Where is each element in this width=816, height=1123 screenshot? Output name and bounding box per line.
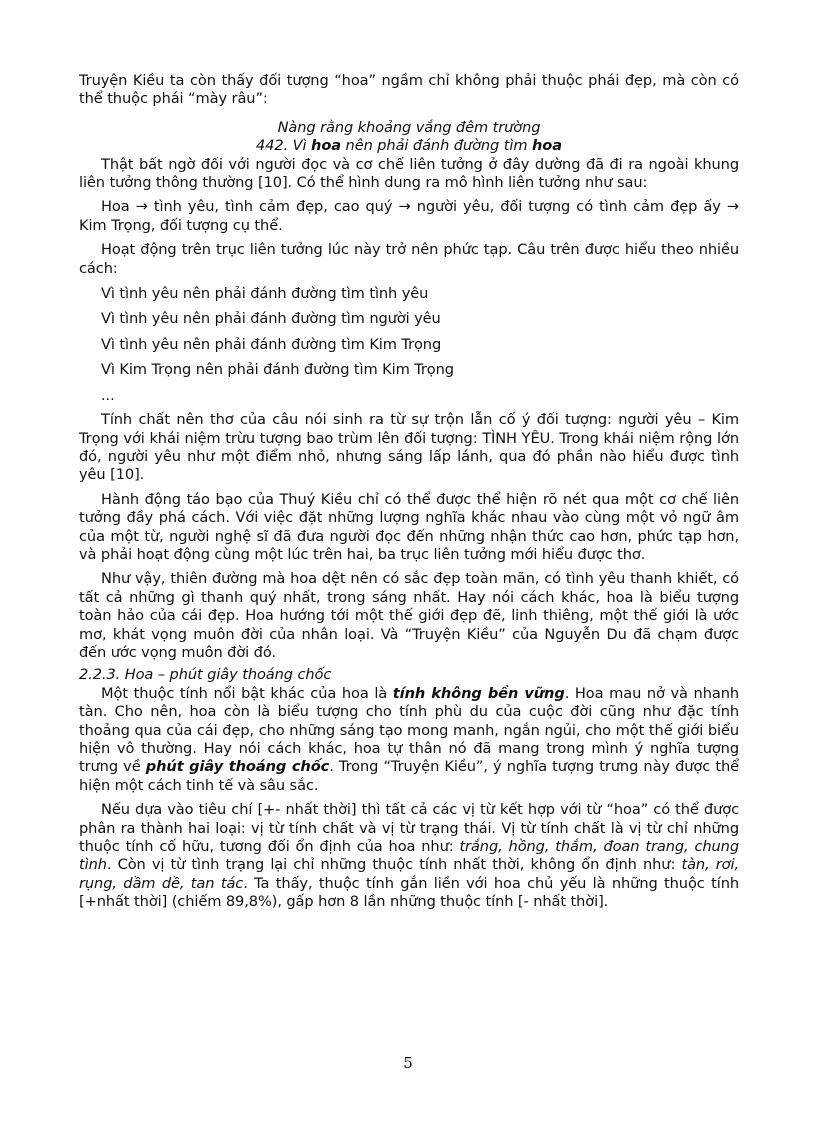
interpretation-item-3: Vì tình yêu nên phải đánh đường tìm Kim Trọng <box>101 335 442 353</box>
paragraph-predicates <box>79 801 739 911</box>
paragraph-association: Thật bất ngờ đối với người đọc và cơ chế liên tưởng ở đây dường đã đi ra ngoài khung liên tưởng thông thường [10]. Có thể hình dung ra mô hình liên tưởng như sau: <box>79 155 739 192</box>
paragraph-paradise: Như vậy, thiên đường mà hoa dệt nên có sắc đẹp toàn mãn, có tình yêu thanh khiết, có tất cả những gì thanh quý nhất, trong sáng nhất. Hay nói cách khác, hoa là biểu tượng toàn hảo của cái đẹp. Hoa hướng tới một thế giới đẹp đẽ, linh thiêng, một thế giới là ước mơ, khát vọng muôn đời của nhân loại. Và “Truyện Kiều” của Nguyễn Du đã chạm được đến ước vọng muôn đời đó. <box>79 570 739 661</box>
document-page <box>79 72 739 912</box>
p8-text-2: . Hoa mau nở và nhanh tàn. Cho nên, hoa còn là biểu tượng cho tính phù du của cuộc đời cũng như đặc tính thoảng qua của cái đẹp, cho những sáng tạo mong manh, ngắn ngủi, cho một thế giới biểu hiện vô thường. Hay nói cách khác, hoa tự thân nó đã mang trong mình ý nghĩa tượng trưng về <box>79 684 739 776</box>
page-number: 5 <box>403 1054 413 1072</box>
p9-italic-1: trắng, hồng, thắm, đoan trang, chung tình <box>79 838 739 874</box>
verse-emphasis-hoa-2: hoa <box>532 137 562 155</box>
paragraph-impermanence <box>79 685 739 795</box>
p9-text-1: Nếu dựa vào tiêu chí [+- nhất thời] thì tất cả các vị từ kết hợp với từ “hoa” có thể được phân ra thành hai loại: vị từ tính chất và vị từ trạng thái. Vị từ tính chất là vị từ chỉ những thuộc tính cố hữu, tương đối ổn định của hoa như: <box>79 801 739 856</box>
paragraph-interpretations: Hoạt động trên trục liên tưởng lúc này trở nên phức tạp. Câu trên được hiểu theo nhiều cách: <box>79 241 739 277</box>
interpretation-item-4: Vì Kim Trọng nên phải đánh đường tìm Kim Trọng <box>101 361 454 379</box>
section-heading: 2.2.3. Hoa – phút giây thoáng chốc <box>79 666 332 684</box>
paragraph-intro: Truyện Kiều ta còn thấy đối tượng “hoa” ngầm chỉ không phải thuộc phái đẹp, mà còn có thể thuộc phái “mày râu”: <box>79 72 739 108</box>
paragraph-kieu-action: Hành động táo bạo của Thuý Kiều chỉ có thể được thể hiện rõ nét qua một cơ chế liên tưởng đầy phá cách. Với việc đặt những lượng nghĩa khác nhau vào cùng một vỏ ngữ âm của một từ, người nghệ sĩ đã đưa người đọc đến những nhận thức cao hơn, phức tạp hơn, và phải hoạt động cùng một lúc trên hai, ba trục liên tưởng mới hiểu được thơ. <box>79 490 739 563</box>
p8-text-3: . Trong “Truyện Kiều”, ý nghĩa tượng trưng này được thể hiện một cách tinh tế và sâu sắc. <box>79 758 740 794</box>
verse-block <box>79 119 739 156</box>
paragraph-poetic-nature: Tính chất nên thơ của câu nói sinh ra từ sự trộn lẫn cố ý đối tượng: người yêu – Kim Trọng với khái niệm trừu tượng bao trùm lên đối tượng: TÌNH YÊU. Trong khái niệm rộng lớn đó, người yêu như một điểm nhỏ, nhưng sáng lấp lánh, qua đó phần nào hiểu được tình yêu [10]. <box>79 411 739 484</box>
verse-emphasis-hoa-1: hoa <box>311 137 342 155</box>
verse-line-2 <box>79 137 739 155</box>
verse-text: nên phải đánh đường tìm <box>341 137 532 155</box>
p8-emphasis-1: tính không bền vững <box>392 684 565 702</box>
paragraph-model: Hoa → tình yêu, tình cảm đẹp, cao quý → người yêu, đối tượng có tình cảm đẹp ấy → Kim Trọng, đối tượng cụ thể. <box>79 198 739 234</box>
interpretation-item-2: Vì tình yêu nên phải đánh đường tìm người yêu <box>101 310 441 328</box>
interpretation-item-1: Vì tình yêu nên phải đánh đường tìm tình yêu <box>101 285 429 303</box>
p8-emphasis-2: phút giây thoáng chốc <box>145 758 330 776</box>
verse-line-1: Nàng rằng khoảng vắng đêm trường <box>277 118 541 136</box>
p9-text-3: . Ta thấy, thuộc tính gắn liền với hoa chủ yếu là những thuộc tính [+nhất thời] (chiếm 89,8%), gấp hơn 8 lần những thuộc tính [- nhất thời]. <box>79 874 739 911</box>
p9-text-2: . Còn vị từ tình trạng lại chỉ những thuộc tính nhất thời, không ổn định như: <box>106 856 682 874</box>
p9-italic-2: tàn, rơi, rụng, dầm dề, tan tác <box>79 856 739 892</box>
p8-text-1: Một thuộc tính nổi bật khác của hoa là <box>101 684 393 702</box>
verse-number: 442. Vì <box>256 137 312 155</box>
ellipsis: ... <box>101 386 115 404</box>
